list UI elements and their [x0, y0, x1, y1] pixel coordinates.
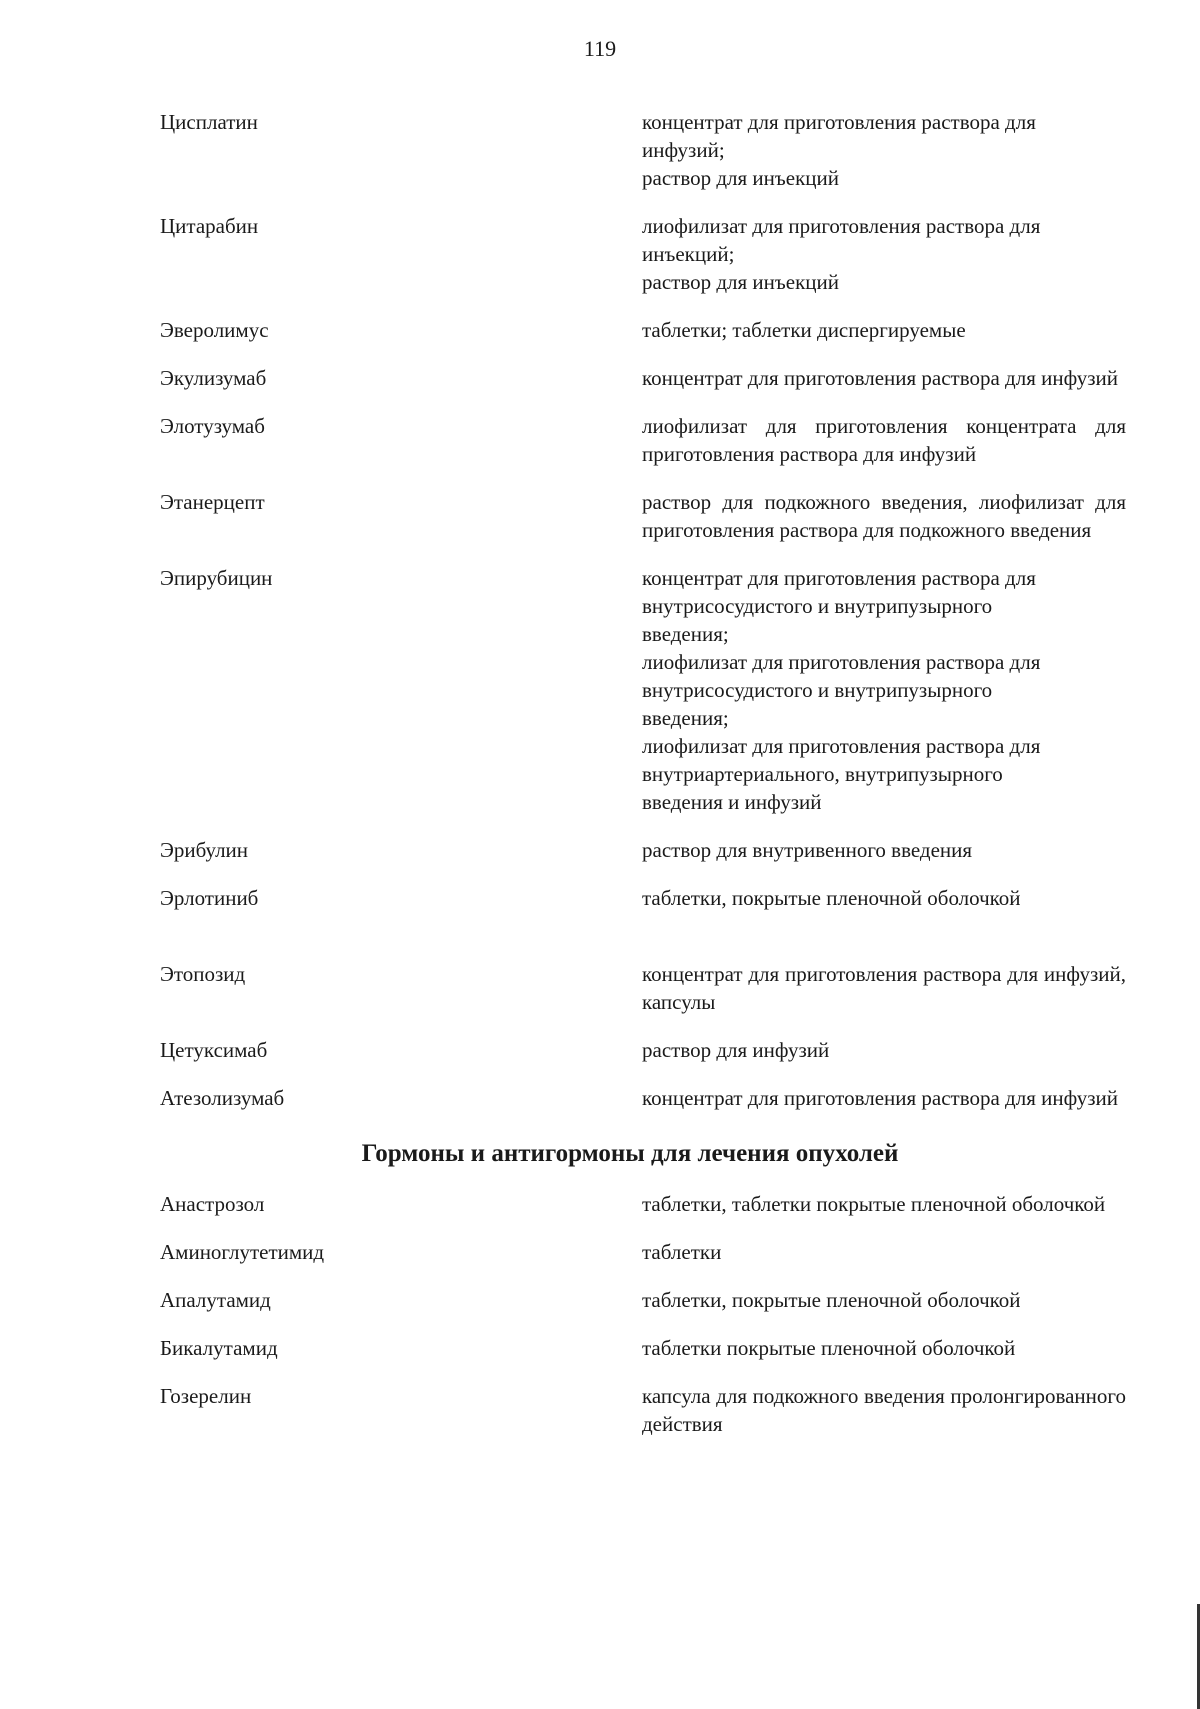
drug-name: Апалутамид: [160, 1288, 271, 1312]
dosage-form-line: раствор для инъекций: [642, 166, 839, 190]
dosage-form: [642, 412, 1126, 468]
dosage-form-line: лиофилизат для приготовления раствора для: [642, 214, 1041, 238]
drug-row: [0, 1190, 1200, 1218]
drug-row: [0, 316, 1200, 344]
drug-list-part-1: [0, 108, 1200, 1112]
drug-name: Эрибулин: [160, 838, 249, 862]
drug-name: Атезолизумаб: [160, 1086, 285, 1110]
drug-row: [0, 1238, 1200, 1266]
drug-name: Анастрозол: [160, 1192, 265, 1216]
dosage-form-line: концентрат для приготовления раствора для инфузий: [642, 366, 1118, 390]
dosage-form-line: таблетки, покрытые пленочной оболочкой: [642, 1288, 1021, 1312]
dosage-form-line: таблетки покрытые пленочной оболочкой: [642, 1336, 1016, 1360]
dosage-form-line: внутрисосудистого и внутрипузырного: [642, 678, 993, 702]
page-number: 119: [583, 36, 617, 61]
drug-row: [0, 1036, 1200, 1064]
dosage-form: [642, 364, 1126, 392]
dosage-form-line: таблетки; таблетки диспергируемые: [642, 318, 966, 342]
drug-row: [0, 1286, 1200, 1314]
dosage-form: [642, 488, 1126, 544]
dosage-form-line: концентрат для приготовления раствора для: [642, 566, 1036, 590]
drug-name: Цитарабин: [160, 214, 259, 238]
dosage-form-line: введения;: [642, 706, 729, 730]
dosage-form: [642, 1382, 1126, 1438]
dosage-form-line: лиофилизат для приготовления концентрата для приготовления раствора для инфузий: [642, 414, 1126, 466]
dosage-form: [642, 212, 1126, 296]
dosage-form-line: лиофилизат для приготовления раствора для: [642, 650, 1041, 674]
dosage-form-line: введения;: [642, 622, 729, 646]
dosage-form: [642, 108, 1126, 192]
dosage-form: [642, 836, 1126, 864]
dosage-form: [642, 1286, 1126, 1314]
dosage-form: [642, 960, 1126, 1016]
dosage-form-line: капсула для подкожного введения пролонгированного действия: [642, 1384, 1126, 1436]
drug-row: [0, 1084, 1200, 1112]
dosage-form-line: таблетки: [642, 1240, 722, 1264]
drug-row: [0, 564, 1200, 816]
dosage-form-line: внутрисосудистого и внутрипузырного: [642, 594, 993, 618]
drug-name: Аминоглутетимид: [160, 1240, 325, 1264]
dosage-form: [642, 1334, 1126, 1362]
drug-name: Гозерелин: [160, 1384, 252, 1408]
dosage-form-line: концентрат для приготовления раствора для инфузий: [642, 1086, 1118, 1110]
dosage-form: [642, 1238, 1126, 1266]
drug-row: [0, 488, 1200, 544]
dosage-form: [642, 316, 1126, 344]
drug-name: Цисплатин: [160, 110, 258, 134]
dosage-form-line: концентрат для приготовления раствора для инфузий, капсулы: [642, 962, 1126, 1014]
drug-row: [0, 884, 1200, 912]
drug-row: [0, 412, 1200, 468]
drug-name: Бикалутамид: [160, 1336, 278, 1360]
drug-row: [0, 960, 1200, 1016]
drug-name: Цетуксимаб: [160, 1038, 268, 1062]
section-title: Гормоны и антигормоны для лечения опухолей: [361, 1140, 899, 1167]
drug-name: Этопозид: [160, 962, 246, 986]
dosage-form-line: инъекций;: [642, 242, 735, 266]
dosage-form: [642, 884, 1126, 912]
dosage-form-line: таблетки, покрытые пленочной оболочкой: [642, 886, 1021, 910]
dosage-form-line: инфузий;: [642, 138, 725, 162]
drug-row: [0, 212, 1200, 296]
drug-list-part-2: [0, 1190, 1200, 1438]
drug-row: [0, 836, 1200, 864]
dosage-form: [642, 1084, 1126, 1112]
drug-name: Эверолимус: [160, 318, 269, 342]
drug-name: Эрлотиниб: [160, 886, 259, 910]
dosage-form-line: раствор для инъекций: [642, 270, 839, 294]
drug-name: Эпирубицин: [160, 566, 273, 590]
dosage-form: [642, 1036, 1126, 1064]
dosage-form-line: раствор для внутривенного введения: [642, 838, 973, 862]
dosage-form-line: таблетки, таблетки покрытые пленочной оболочкой: [642, 1192, 1106, 1216]
drug-row: [0, 364, 1200, 392]
dosage-form-line: введения и инфузий: [642, 790, 822, 814]
drug-name: Элотузумаб: [160, 414, 265, 438]
drug-row: [0, 1334, 1200, 1362]
drug-list: [0, 108, 1200, 1438]
dosage-form: [642, 564, 1126, 816]
dosage-form-line: раствор для подкожного введения, лиофилизат для приготовления раствора для подкожного введения: [642, 490, 1126, 542]
dosage-form-line: концентрат для приготовления раствора для: [642, 110, 1036, 134]
dosage-form-line: раствор для инфузий: [642, 1038, 830, 1062]
dosage-form-line: лиофилизат для приготовления раствора для: [642, 734, 1041, 758]
dosage-form: [642, 1190, 1126, 1218]
dosage-form-line: внутриартериального, внутрипузырного: [642, 762, 1003, 786]
drug-row: [0, 1382, 1200, 1438]
drug-name: Экулизумаб: [160, 366, 267, 390]
drug-name: Этанерцепт: [160, 490, 265, 514]
drug-row: [0, 108, 1200, 192]
